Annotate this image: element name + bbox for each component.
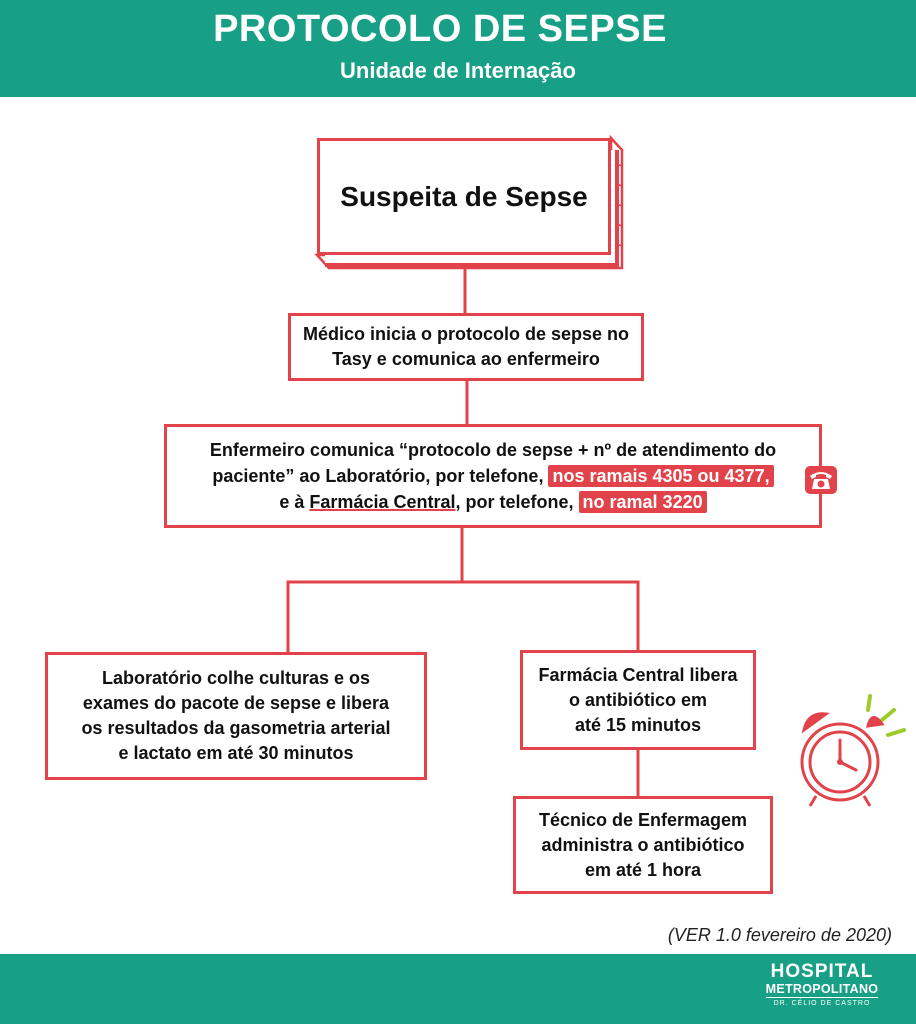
farmacia-box bbox=[520, 650, 756, 750]
suspeita-sepse-box bbox=[317, 138, 611, 255]
version-note: (VER 1.0 fevereiro de 2020) bbox=[667, 925, 892, 945]
medico-line-2: Tasy e comunica ao enfermeiro bbox=[332, 349, 600, 369]
farmacia-line-1: Farmácia Central libera bbox=[538, 664, 738, 685]
page-title: PROTOCOLO DE SEPSE bbox=[213, 8, 667, 50]
farmacia-line-3: até 15 minutos bbox=[574, 714, 702, 735]
suspeita-label: Suspeita de Sepse bbox=[340, 181, 588, 212]
telephone-icon bbox=[804, 465, 838, 495]
enfermeiro-line-3-pre: e à bbox=[279, 492, 305, 512]
laboratorio-line-4: e lactato em até 30 minutos bbox=[118, 743, 354, 763]
farmacia-line-2: o antibiótico em bbox=[568, 689, 707, 710]
laboratorio-line-1: Laboratório colhe culturas e os bbox=[101, 668, 371, 688]
medico-line-1: Médico inicia o protocolo de sepse no bbox=[302, 324, 630, 344]
logo-line-3: DR. CÉLIO DE CASTRO bbox=[773, 1000, 871, 1007]
tecnico-line-2: administra o antibiótico bbox=[541, 834, 745, 855]
enfermeiro-box bbox=[164, 424, 822, 528]
ramais-laboratorio-highlight: nos ramais 4305 ou 4377, bbox=[548, 465, 773, 487]
connector-split-branches bbox=[288, 582, 638, 652]
enfermeiro-line-2: paciente” ao Laboratório, por telefone, bbox=[212, 466, 544, 486]
farmacia-central-underlined: Farmácia Central bbox=[309, 492, 456, 512]
tecnico-line-3: em até 1 hora bbox=[584, 859, 702, 880]
enfermeiro-line-1: Enfermeiro comunica “protocolo de sepse + nº de atendimento do bbox=[209, 440, 777, 460]
laboratorio-line-2: exames do pacote de sepse e libera bbox=[82, 693, 390, 713]
logo-line-1: HOSPITAL bbox=[770, 961, 874, 982]
logo-line-2: METROPOLITANO bbox=[765, 982, 879, 996]
alarm-clock-icon bbox=[796, 690, 911, 812]
hospital-logo bbox=[762, 962, 882, 1010]
tecnico-box bbox=[513, 796, 773, 894]
tecnico-line-1: Técnico de Enfermagem bbox=[538, 809, 748, 830]
ramal-farmacia-highlight: no ramal 3220 bbox=[579, 491, 707, 513]
laboratorio-box bbox=[45, 652, 427, 780]
page-subtitle: Unidade de Internação bbox=[340, 58, 576, 83]
medico-box bbox=[288, 313, 644, 381]
enfermeiro-line-3: , por telefone, bbox=[455, 492, 574, 512]
laboratorio-line-3: os resultados da gasometria arterial bbox=[81, 718, 391, 738]
